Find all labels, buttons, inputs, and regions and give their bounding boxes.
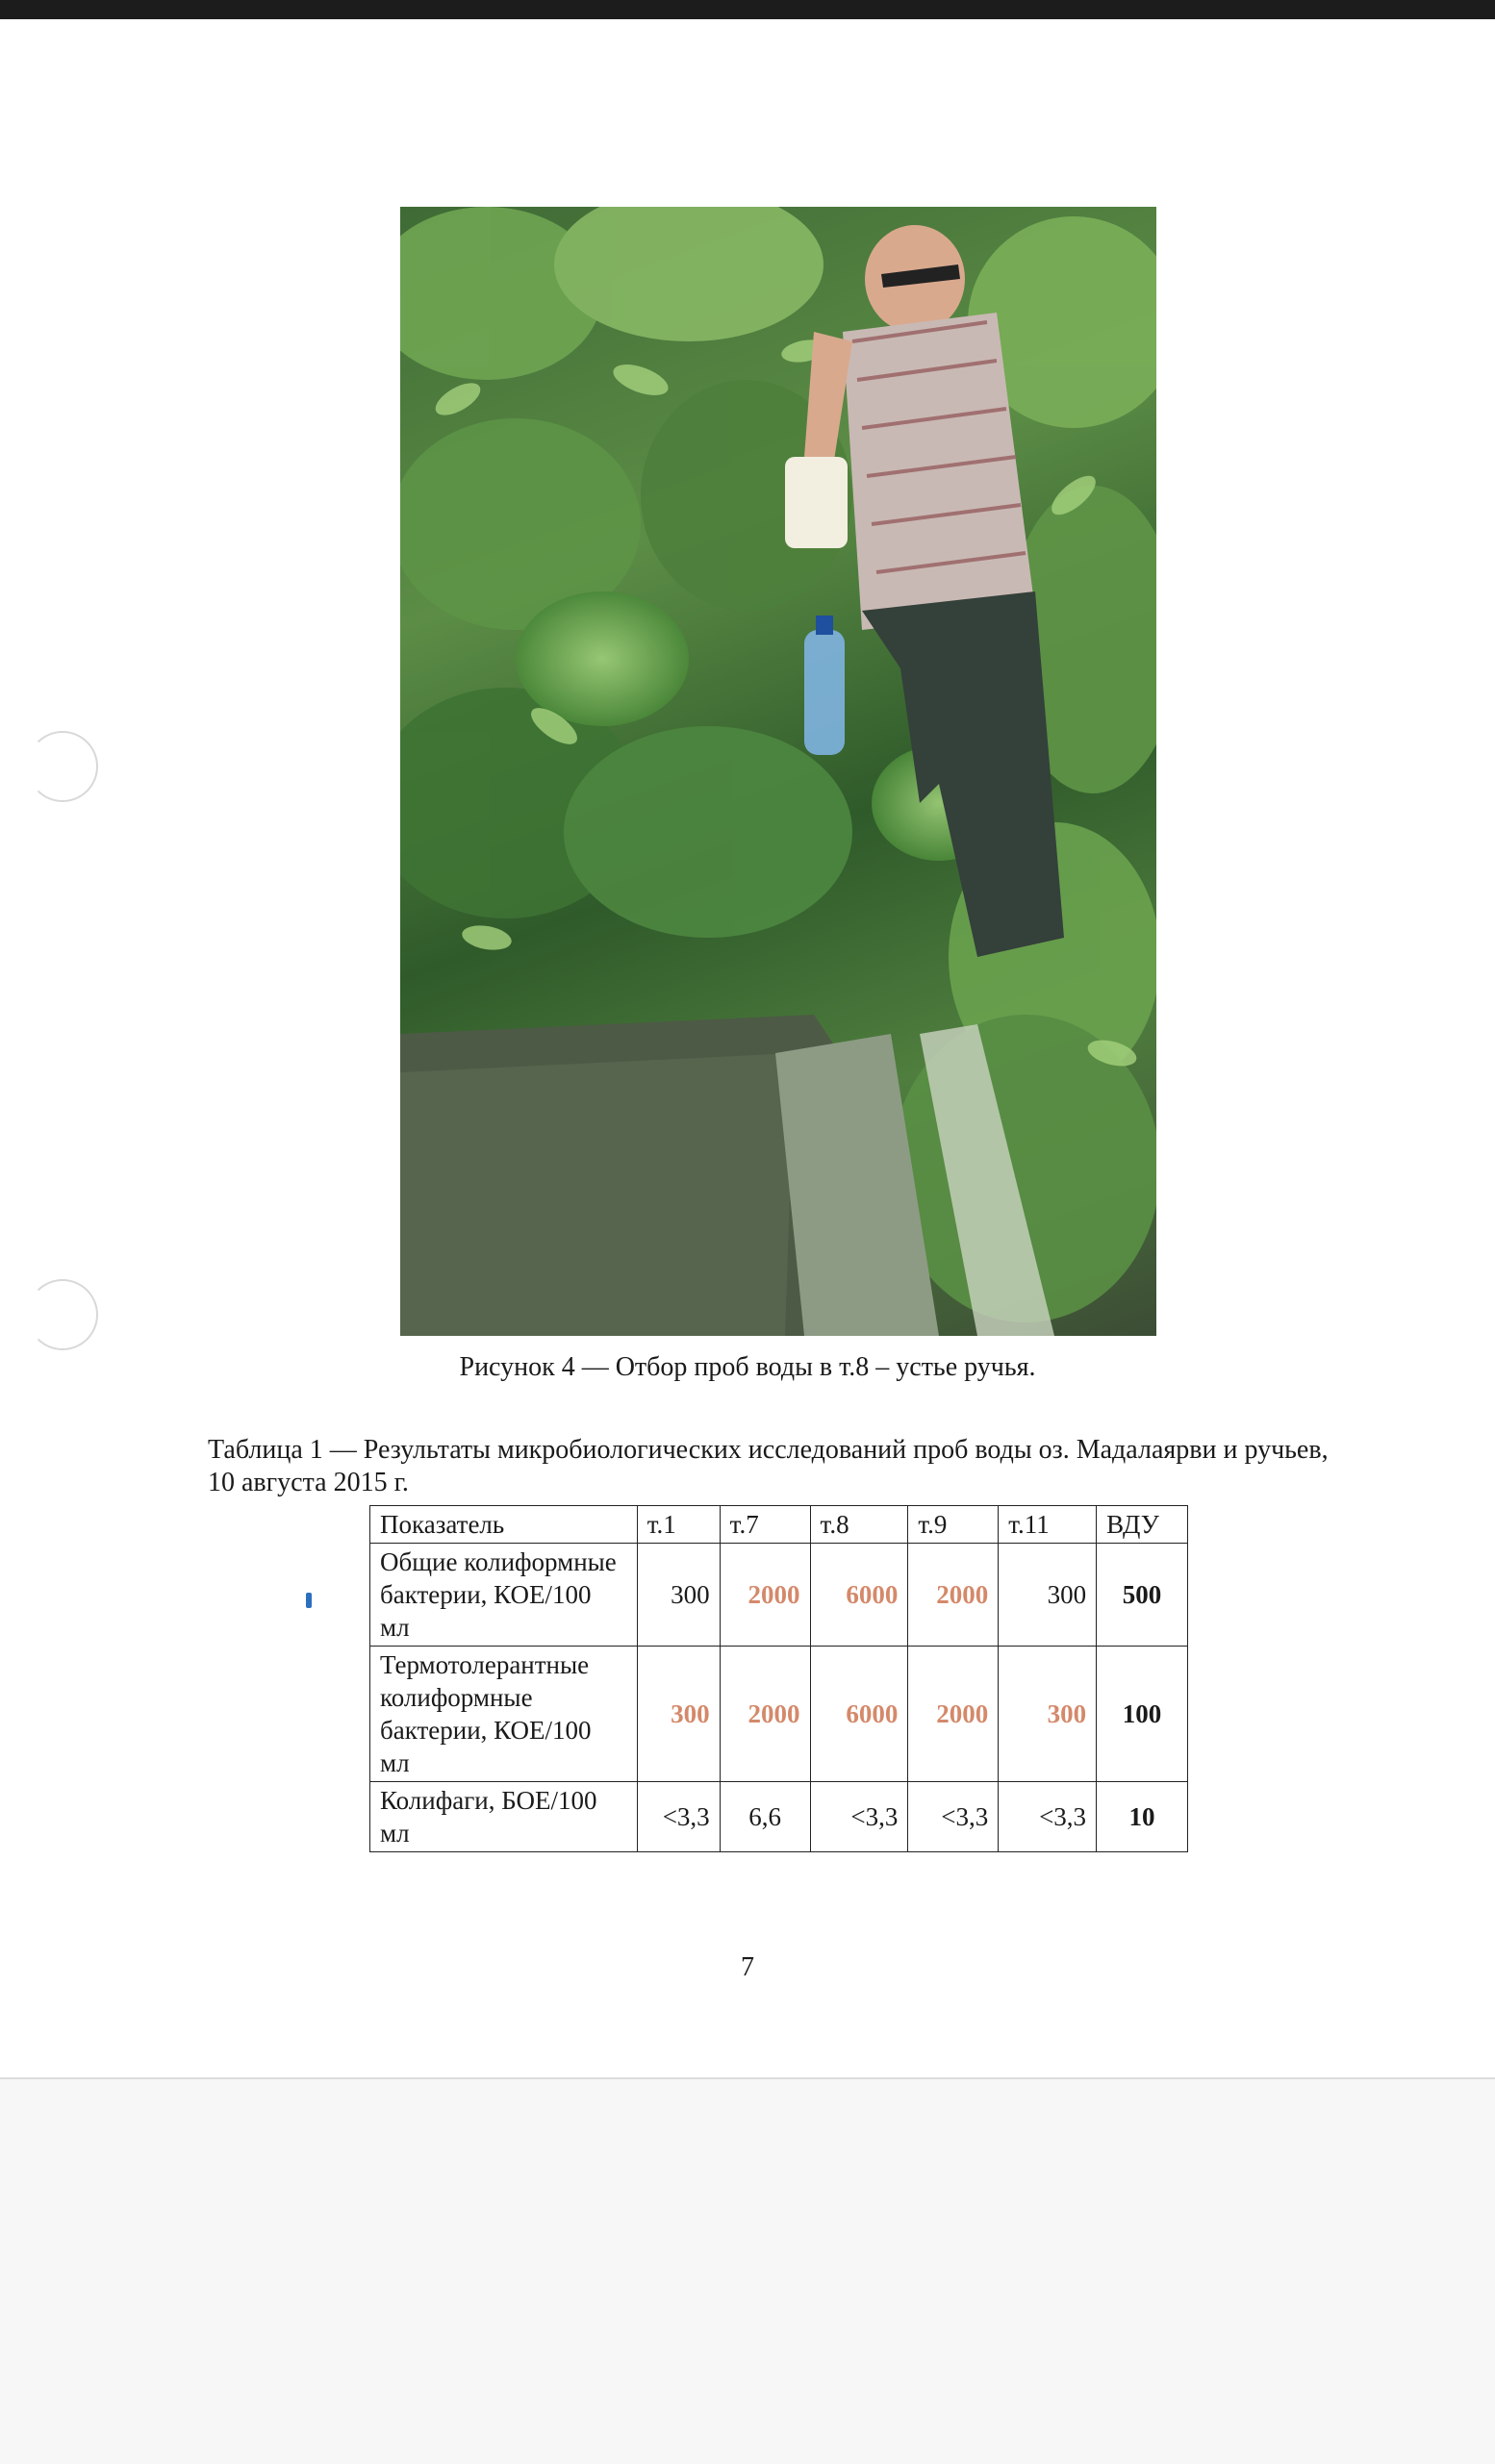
punch-hole-lower	[27, 1279, 98, 1350]
table-cell: <3,3	[908, 1782, 999, 1852]
table-cell-exceeded: 2000	[720, 1647, 810, 1782]
limit-cell: 500	[1097, 1544, 1188, 1647]
punch-hole-upper	[27, 731, 98, 802]
table-row	[370, 1544, 1188, 1647]
row-label: Общие колиформные бактерии, КОЕ/100 мл	[370, 1544, 638, 1647]
table-cell-exceeded: 300	[637, 1647, 720, 1782]
header-limit: ВДУ	[1097, 1506, 1188, 1544]
table-title: Таблица 1 — Результаты микробиологических исследований проб воды оз. Мадалаярви и ручьев, 10 августа 2015 г.	[208, 1435, 1329, 1497]
ink-mark	[306, 1593, 312, 1608]
table-cell: <3,3	[999, 1782, 1097, 1852]
table-cell: 6,6	[720, 1782, 810, 1852]
page-number: 7	[741, 1952, 754, 1982]
scan-bottom-area	[0, 2077, 1495, 2464]
table-row	[370, 1647, 1188, 1782]
water-sampling-photo	[400, 207, 1156, 1336]
row-label: Колифаги, БОЕ/100 мл	[370, 1782, 638, 1852]
table-cell-exceeded: 6000	[810, 1647, 908, 1782]
table-header-row	[370, 1506, 1188, 1544]
scan-top-edge	[0, 0, 1495, 19]
table-cell: <3,3	[637, 1782, 720, 1852]
header-point-8: т.8	[810, 1506, 908, 1544]
table-cell-exceeded: 2000	[908, 1544, 999, 1647]
table-row	[370, 1782, 1188, 1852]
limit-cell: 10	[1097, 1782, 1188, 1852]
header-point-11: т.11	[999, 1506, 1097, 1544]
figure-caption: Рисунок 4 — Отбор проб воды в т.8 – устье ручья.	[459, 1352, 1036, 1382]
table-cell-exceeded: 2000	[908, 1647, 999, 1782]
header-point-1: т.1	[637, 1506, 720, 1544]
limit-cell: 100	[1097, 1647, 1188, 1782]
header-point-7: т.7	[720, 1506, 810, 1544]
header-point-9: т.9	[908, 1506, 999, 1544]
table-cell: 300	[637, 1544, 720, 1647]
table-cell: 300	[999, 1544, 1097, 1647]
table-cell-exceeded: 2000	[720, 1544, 810, 1647]
table-cell-exceeded: 6000	[810, 1544, 908, 1647]
table-cell-exceeded: 300	[999, 1647, 1097, 1782]
row-label: Термотолерантные колиформные бактерии, КОЕ/100 мл	[370, 1647, 638, 1782]
table-cell: <3,3	[810, 1782, 908, 1852]
header-indicator: Показатель	[370, 1506, 638, 1544]
results-table	[369, 1505, 1188, 1852]
